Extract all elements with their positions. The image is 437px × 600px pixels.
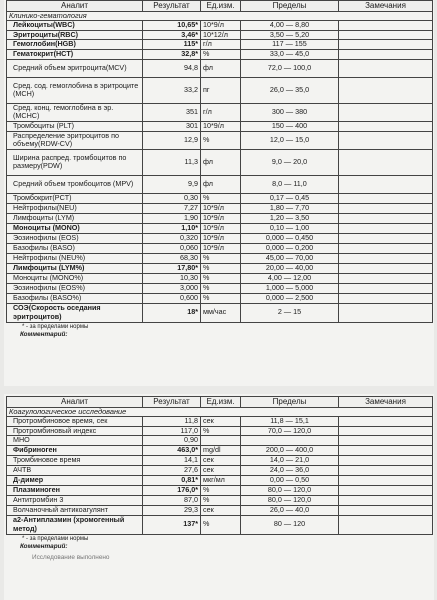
reference-range: 4,00 — 8,80 (241, 21, 339, 30)
result-value: 17,80* (143, 263, 201, 273)
table-row (7, 131, 433, 149)
col-result-header: Результат (143, 397, 201, 408)
reference-range: 26,0 — 40,0 (241, 505, 339, 515)
unit-value: % (201, 193, 241, 203)
analyte-name: Сред. сод. гемоглобина в эритроците (MCH) (7, 77, 143, 103)
remarks-cell (339, 121, 433, 131)
reference-range: 0,000 — 0,450 (241, 233, 339, 243)
section-title: Клинико-гематология (7, 12, 433, 21)
remarks-cell (339, 175, 433, 193)
remarks-cell (339, 21, 433, 30)
result-value: 463,0* (143, 445, 201, 455)
remarks-cell (339, 455, 433, 465)
analyte-name: Нейтрофилы (NEU%) (7, 253, 143, 263)
hematology-report-sheet (4, 0, 434, 386)
analyte-name: Плазминоген (7, 485, 143, 495)
remarks-cell (339, 465, 433, 475)
table-row (7, 40, 433, 49)
result-value: 12,9 (143, 131, 201, 149)
reference-range: 24,0 — 36,0 (241, 465, 339, 475)
reference-range: 12,0 — 15,0 (241, 131, 339, 149)
result-value: 29,3 (143, 505, 201, 515)
remarks-cell (339, 505, 433, 515)
table-row (7, 77, 433, 103)
remarks-cell (339, 193, 433, 203)
table-row (7, 303, 433, 322)
remarks-cell (339, 445, 433, 455)
analyte-name: Нейтрофилы(NEU) (7, 203, 143, 213)
result-value: 10,30 (143, 273, 201, 283)
table-row (7, 243, 433, 253)
table-row (7, 515, 433, 534)
comment-label: Комментарий: (20, 330, 68, 338)
result-value: 33,2 (143, 77, 201, 103)
table-row (7, 59, 433, 77)
reference-range: 1,80 — 7,70 (241, 203, 339, 213)
result-value: 10,65* (143, 21, 201, 30)
remarks-cell (339, 30, 433, 39)
reference-range: 70,0 — 120,0 (241, 426, 339, 435)
analyte-name: Фибриноген (7, 445, 143, 455)
result-value: 301 (143, 121, 201, 131)
analyte-name: Базофилы (BASO%) (7, 293, 143, 303)
unit-value: % (201, 273, 241, 283)
hematology-table (6, 0, 433, 323)
analyte-name: Тромбокрит(PCT) (7, 193, 143, 203)
result-value: 9,9 (143, 175, 201, 193)
analyte-name: АЧТВ (7, 465, 143, 475)
table-row (7, 465, 433, 475)
col-unit-header: Ед.изм. (201, 1, 241, 12)
reference-range: 14,0 — 21,0 (241, 455, 339, 465)
coagulation-table (6, 396, 433, 535)
table-row (7, 233, 433, 243)
reference-range: 3,50 — 5,20 (241, 30, 339, 39)
unit-value: г/л (201, 40, 241, 49)
remarks-cell (339, 263, 433, 273)
result-value: 0,90 (143, 436, 201, 445)
unit-value: мкг/мл (201, 475, 241, 485)
table-row (7, 253, 433, 263)
analyte-name: Сред. конц. гемоглобина в эр. (MCHC) (7, 103, 143, 121)
analyte-name: Тромбоциты (PLT) (7, 121, 143, 131)
remarks-cell (339, 49, 433, 59)
unit-value: 10*9/л (201, 213, 241, 223)
result-value: 87,0 (143, 495, 201, 505)
reference-range: 26,0 — 35,0 (241, 77, 339, 103)
result-value: 351 (143, 103, 201, 121)
unit-value: сек (201, 455, 241, 465)
remarks-cell (339, 426, 433, 435)
table-row (7, 445, 433, 455)
table-row (7, 426, 433, 435)
table-row (7, 21, 433, 30)
result-value: 0,060 (143, 243, 201, 253)
analyte-name: Антитромбин 3 (7, 495, 143, 505)
remarks-cell (339, 485, 433, 495)
table-row (7, 149, 433, 175)
analyte-name: Моноциты (MONO) (7, 223, 143, 233)
col-analyte-header: Аналит (7, 1, 143, 12)
result-value: 14,1 (143, 455, 201, 465)
footer-text: Исследование выполнено (32, 553, 110, 561)
unit-value: сек (201, 505, 241, 515)
table-row (7, 203, 433, 213)
table-row (7, 103, 433, 121)
unit-value: % (201, 485, 241, 495)
reference-range: 150 — 400 (241, 121, 339, 131)
result-value: 1,90 (143, 213, 201, 223)
result-value: 0,600 (143, 293, 201, 303)
remarks-cell (339, 77, 433, 103)
table-row (7, 505, 433, 515)
table-row (7, 475, 433, 485)
unit-value: 10*9/л (201, 233, 241, 243)
remarks-cell (339, 475, 433, 485)
unit-value: 10*9/л (201, 203, 241, 213)
result-value: 11,8 (143, 417, 201, 426)
reference-range: 80,0 — 120,0 (241, 495, 339, 505)
unit-value: % (201, 293, 241, 303)
table-row (7, 263, 433, 273)
unit-value: % (201, 515, 241, 534)
section-title: Коагулологическое исследование (7, 408, 433, 417)
remarks-cell (339, 243, 433, 253)
coagulation-report-sheet (4, 394, 434, 600)
unit-value: % (201, 495, 241, 505)
table-row (7, 193, 433, 203)
analyte-name: Д-димер (7, 475, 143, 485)
unit-value: % (201, 253, 241, 263)
remarks-cell (339, 131, 433, 149)
analyte-name: Тромбиновое время (7, 455, 143, 465)
unit-value: 10*12/л (201, 30, 241, 39)
analyte-name: Эозинофилы (EOS%) (7, 283, 143, 293)
reference-range: 45,00 — 70,00 (241, 253, 339, 263)
table-row (7, 293, 433, 303)
reference-range: 33,0 — 45,0 (241, 49, 339, 59)
analyte-name: Распределение эритроцитов по объему(RDW-CV) (7, 131, 143, 149)
unit-value: mg/dl (201, 445, 241, 455)
unit-value: % (201, 263, 241, 273)
reference-range: 1,20 — 3,50 (241, 213, 339, 223)
remarks-cell (339, 233, 433, 243)
analyte-name: Эритроциты(RBC) (7, 30, 143, 39)
analyte-name: Гематокрит(HCT) (7, 49, 143, 59)
unit-value: фл (201, 175, 241, 193)
result-value: 18* (143, 303, 201, 322)
reference-range: 2 — 15 (241, 303, 339, 322)
unit-value: мм/час (201, 303, 241, 322)
remarks-cell (339, 203, 433, 213)
out-of-range-note: * - за пределами нормы (22, 323, 89, 330)
remarks-cell (339, 253, 433, 263)
table-row (7, 223, 433, 233)
result-value: 68,30 (143, 253, 201, 263)
analyte-name: а2-Антиплазмин (хромогенный метод) (7, 515, 143, 534)
reference-range: 4,00 — 12,00 (241, 273, 339, 283)
table-row (7, 121, 433, 131)
col-result-header: Результат (143, 1, 201, 12)
col-range-header: Пределы (241, 1, 339, 12)
col-unit-header: Ед.изм. (201, 397, 241, 408)
result-value: 117,0 (143, 426, 201, 435)
remarks-cell (339, 103, 433, 121)
result-value: 3,000 (143, 283, 201, 293)
reference-range: 300 — 380 (241, 103, 339, 121)
remarks-cell (339, 213, 433, 223)
unit-value: г/л (201, 103, 241, 121)
remarks-cell (339, 436, 433, 445)
unit-value: сек (201, 465, 241, 475)
result-value: 176,0* (143, 485, 201, 495)
reference-range: 8,0 — 11,0 (241, 175, 339, 193)
table-row (7, 455, 433, 465)
result-value: 3,46* (143, 30, 201, 39)
reference-range: 0,10 — 1,00 (241, 223, 339, 233)
reference-range: 0,000 — 2,500 (241, 293, 339, 303)
reference-range: 20,00 — 40,00 (241, 263, 339, 273)
reference-range: 80,0 — 120,0 (241, 485, 339, 495)
analyte-name: Лейкоциты(WBC) (7, 21, 143, 30)
reference-range (241, 436, 339, 445)
remarks-cell (339, 303, 433, 322)
analyte-name: Ширина распред. тромбоцитов по размеру(PDW) (7, 149, 143, 175)
table-row (7, 436, 433, 445)
analyte-name: Эозинофилы (EOS) (7, 233, 143, 243)
analyte-name: Волчаночный антикоагулянт (7, 505, 143, 515)
analyte-name: Гемоглобин(HGB) (7, 40, 143, 49)
out-of-range-note: * - за пределами нормы (22, 535, 89, 542)
remarks-cell (339, 273, 433, 283)
table-row (7, 485, 433, 495)
unit-value: 10*9/л (201, 223, 241, 233)
analyte-name: Моноциты (MONO%) (7, 273, 143, 283)
table-header-row (7, 1, 433, 12)
unit-value: % (201, 49, 241, 59)
analyte-name: Средний объем тромбоцитов (MPV) (7, 175, 143, 193)
table-row (7, 273, 433, 283)
unit-value: пг (201, 77, 241, 103)
reference-range: 80 — 120 (241, 515, 339, 534)
reference-range: 0,00 — 0,50 (241, 475, 339, 485)
reference-range: 11,8 — 15,1 (241, 417, 339, 426)
analyte-name: Базофилы (BASO) (7, 243, 143, 253)
result-value: 0,81* (143, 475, 201, 485)
remarks-cell (339, 223, 433, 233)
remarks-cell (339, 515, 433, 534)
unit-value: 10*9/л (201, 121, 241, 131)
reference-range: 72,0 — 100,0 (241, 59, 339, 77)
remarks-cell (339, 495, 433, 505)
reference-range: 9,0 — 20,0 (241, 149, 339, 175)
result-value: 1,10* (143, 223, 201, 233)
reference-range: 1,000 — 5,000 (241, 283, 339, 293)
analyte-name: Лимфоциты (LYM%) (7, 263, 143, 273)
unit-value: % (201, 426, 241, 435)
result-value: 11,3 (143, 149, 201, 175)
reference-range: 200,0 — 400,0 (241, 445, 339, 455)
reference-range: 0,17 — 0,45 (241, 193, 339, 203)
unit-value (201, 436, 241, 445)
table-row (7, 417, 433, 426)
col-remarks-header: Замечания (339, 1, 433, 12)
table-row (7, 175, 433, 193)
remarks-cell (339, 293, 433, 303)
analyte-name: Средний объем эритроцита(MCV) (7, 59, 143, 77)
table-row (7, 49, 433, 59)
table-row (7, 30, 433, 39)
result-value: 27,6 (143, 465, 201, 475)
analyte-name: СОЭ(Скорость оседания эритроцитов) (7, 303, 143, 322)
analyte-name: Лимфоциты (LYM) (7, 213, 143, 223)
unit-value: фл (201, 149, 241, 175)
result-value: 32,8* (143, 49, 201, 59)
col-analyte-header: Аналит (7, 397, 143, 408)
unit-value: % (201, 131, 241, 149)
analyte-name: Протромбиновый индекс (7, 426, 143, 435)
unit-value: фл (201, 59, 241, 77)
remarks-cell (339, 417, 433, 426)
remarks-cell (339, 40, 433, 49)
reference-range: 0,000 — 0,200 (241, 243, 339, 253)
remarks-cell (339, 283, 433, 293)
remarks-cell (339, 59, 433, 77)
result-value: 7,27 (143, 203, 201, 213)
comment-label: Комментарий: (20, 542, 68, 550)
remarks-cell (339, 149, 433, 175)
reference-range: 117 — 155 (241, 40, 339, 49)
result-value: 94,8 (143, 59, 201, 77)
col-range-header: Пределы (241, 397, 339, 408)
unit-value: 10*9/л (201, 21, 241, 30)
table-header-row (7, 397, 433, 408)
section-row (7, 12, 433, 21)
table-row (7, 213, 433, 223)
analyte-name: Протромбиновое время, сек (7, 417, 143, 426)
col-remarks-header: Замечания (339, 397, 433, 408)
result-value: 115* (143, 40, 201, 49)
unit-value: сек (201, 417, 241, 426)
result-value: 0,320 (143, 233, 201, 243)
result-value: 137* (143, 515, 201, 534)
table-row (7, 495, 433, 505)
result-value: 0,30 (143, 193, 201, 203)
table-row (7, 283, 433, 293)
unit-value: 10*9/л (201, 243, 241, 253)
analyte-name: МНО (7, 436, 143, 445)
unit-value: % (201, 283, 241, 293)
section-row (7, 408, 433, 417)
